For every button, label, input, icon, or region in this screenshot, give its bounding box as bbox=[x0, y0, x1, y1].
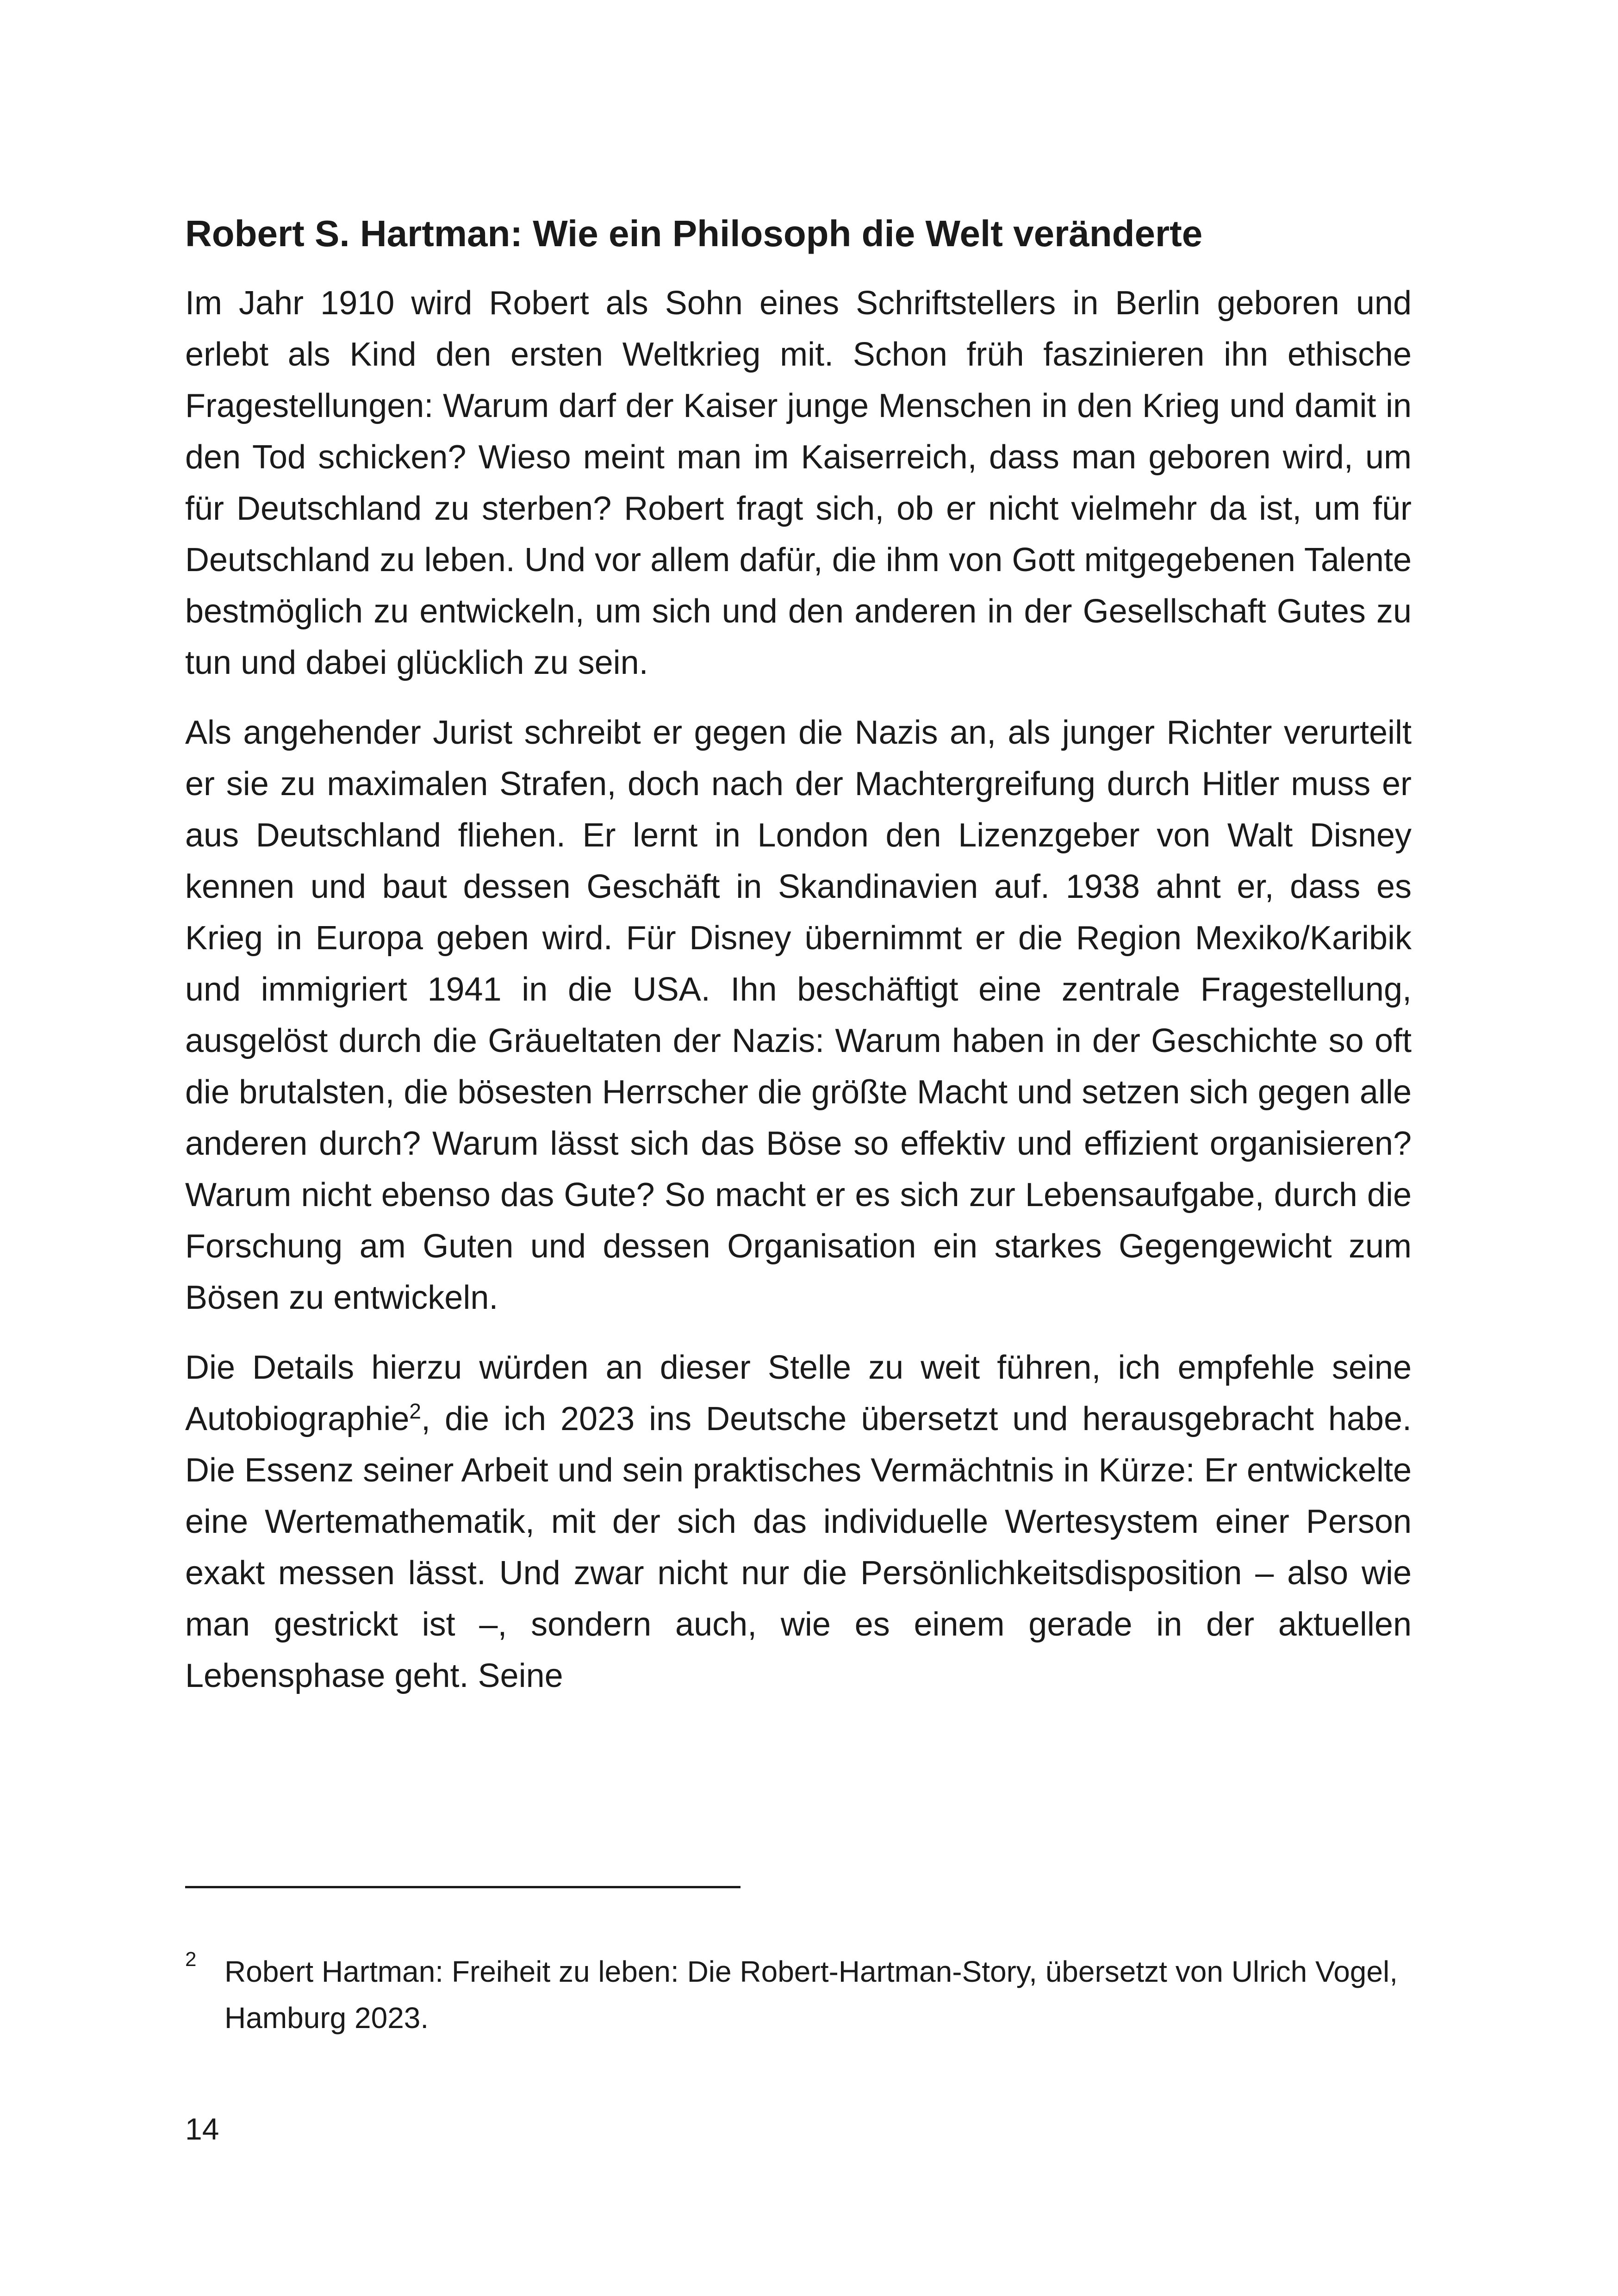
page-number: 14 bbox=[185, 2112, 219, 2146]
footnote-text: Robert Hartman: Freiheit zu leben: Die Robert-Hartman-Story, übersetzt von Ulrich Vogel, Hamburg 2023. bbox=[224, 1955, 1398, 2035]
paragraph-1: Im Jahr 1910 wird Robert als Sohn eines Schriftstellers in Berlin geboren und erlebt als Kind den ersten Weltkrieg mit. Schon früh faszinieren ihn ethische Fragestellungen: Warum darf der Kaiser junge Menschen in den Krieg und damit in den Tod schicken? Wieso meint man im Kaiserreich, dass man geboren wird, um für Deutschland zu sterben? Robert fragt sich, ob er nicht vielmehr da ist, um für Deutschland zu leben. Und vor allem dafür, die ihm von Gott mitgegebenen Talente bestmöglich zu entwickeln, um sich und den anderen in der Gesellschaft Gutes zu tun und dabei glücklich zu sein. bbox=[185, 285, 1412, 681]
footnote-separator-line bbox=[185, 1886, 741, 1888]
paragraph-2: Als angehender Jurist schreibt er gegen die Nazis an, als junger Richter verurteilt er sie zu maximalen Strafen, doch nach der Machtergreifung durch Hitler muss er aus Deutschland fliehen. Er lernt in London den Lizenzgeber von Walt Disney kennen und baut dessen Geschäft in Skandinavien auf. 1938 ahnt er, dass es Krieg in Europa geben wird. Für Disney übernimmt er die Region Mexiko/Karibik und immigriert 1941 in die USA. Ihn beschäftigt eine zentrale Fragestellung, ausgelöst durch die Gräueltaten der Nazis: Warum haben in der Geschichte so oft die brutalsten, die bösesten Herrscher die größte Macht und setzen sich gegen alle anderen durch? Warum lässt sich das Böse so effektiv und effizient organisieren? Warum nicht ebenso das Gute? So macht er es sich zur Lebensaufgabe, durch die Forschung am Guten und dessen Organisation ein starkes Gegengewicht zum Bösen zu entwickeln. bbox=[185, 714, 1412, 1316]
footnote-reference-mark[interactable]: 2 bbox=[409, 1399, 421, 1423]
section-heading: Robert S. Hartman: Wie ein Philosoph die Welt veränderte bbox=[185, 213, 1203, 254]
paragraph-3-text-end: , die ich 2023 ins Deutsche übersetzt und herausgebracht habe. Die Essenz seiner Arbeit und sein praktisches Vermächtnis in Kürze: Er entwickelte eine Wertemathematik, mit der sich das individuelle Wertesystem einer Person exakt messen lässt. Und zwar nicht nur die Persönlichkeitsdisposition – also wie man gestrickt ist –, sondern auch, wie es einem gerade in der aktuellen Lebensphase geht. Seine bbox=[185, 1400, 1412, 1694]
page-body bbox=[185, 208, 1412, 1702]
footnote bbox=[185, 1948, 1412, 2041]
paragraph-3-text-start: Die Details hierzu würden an dieser Stelle zu weit führen, ich empfehle seine Autobiographie bbox=[185, 1349, 1412, 1437]
paragraph-3 bbox=[185, 1342, 1412, 1702]
footnote-number: 2 bbox=[185, 1948, 197, 1971]
